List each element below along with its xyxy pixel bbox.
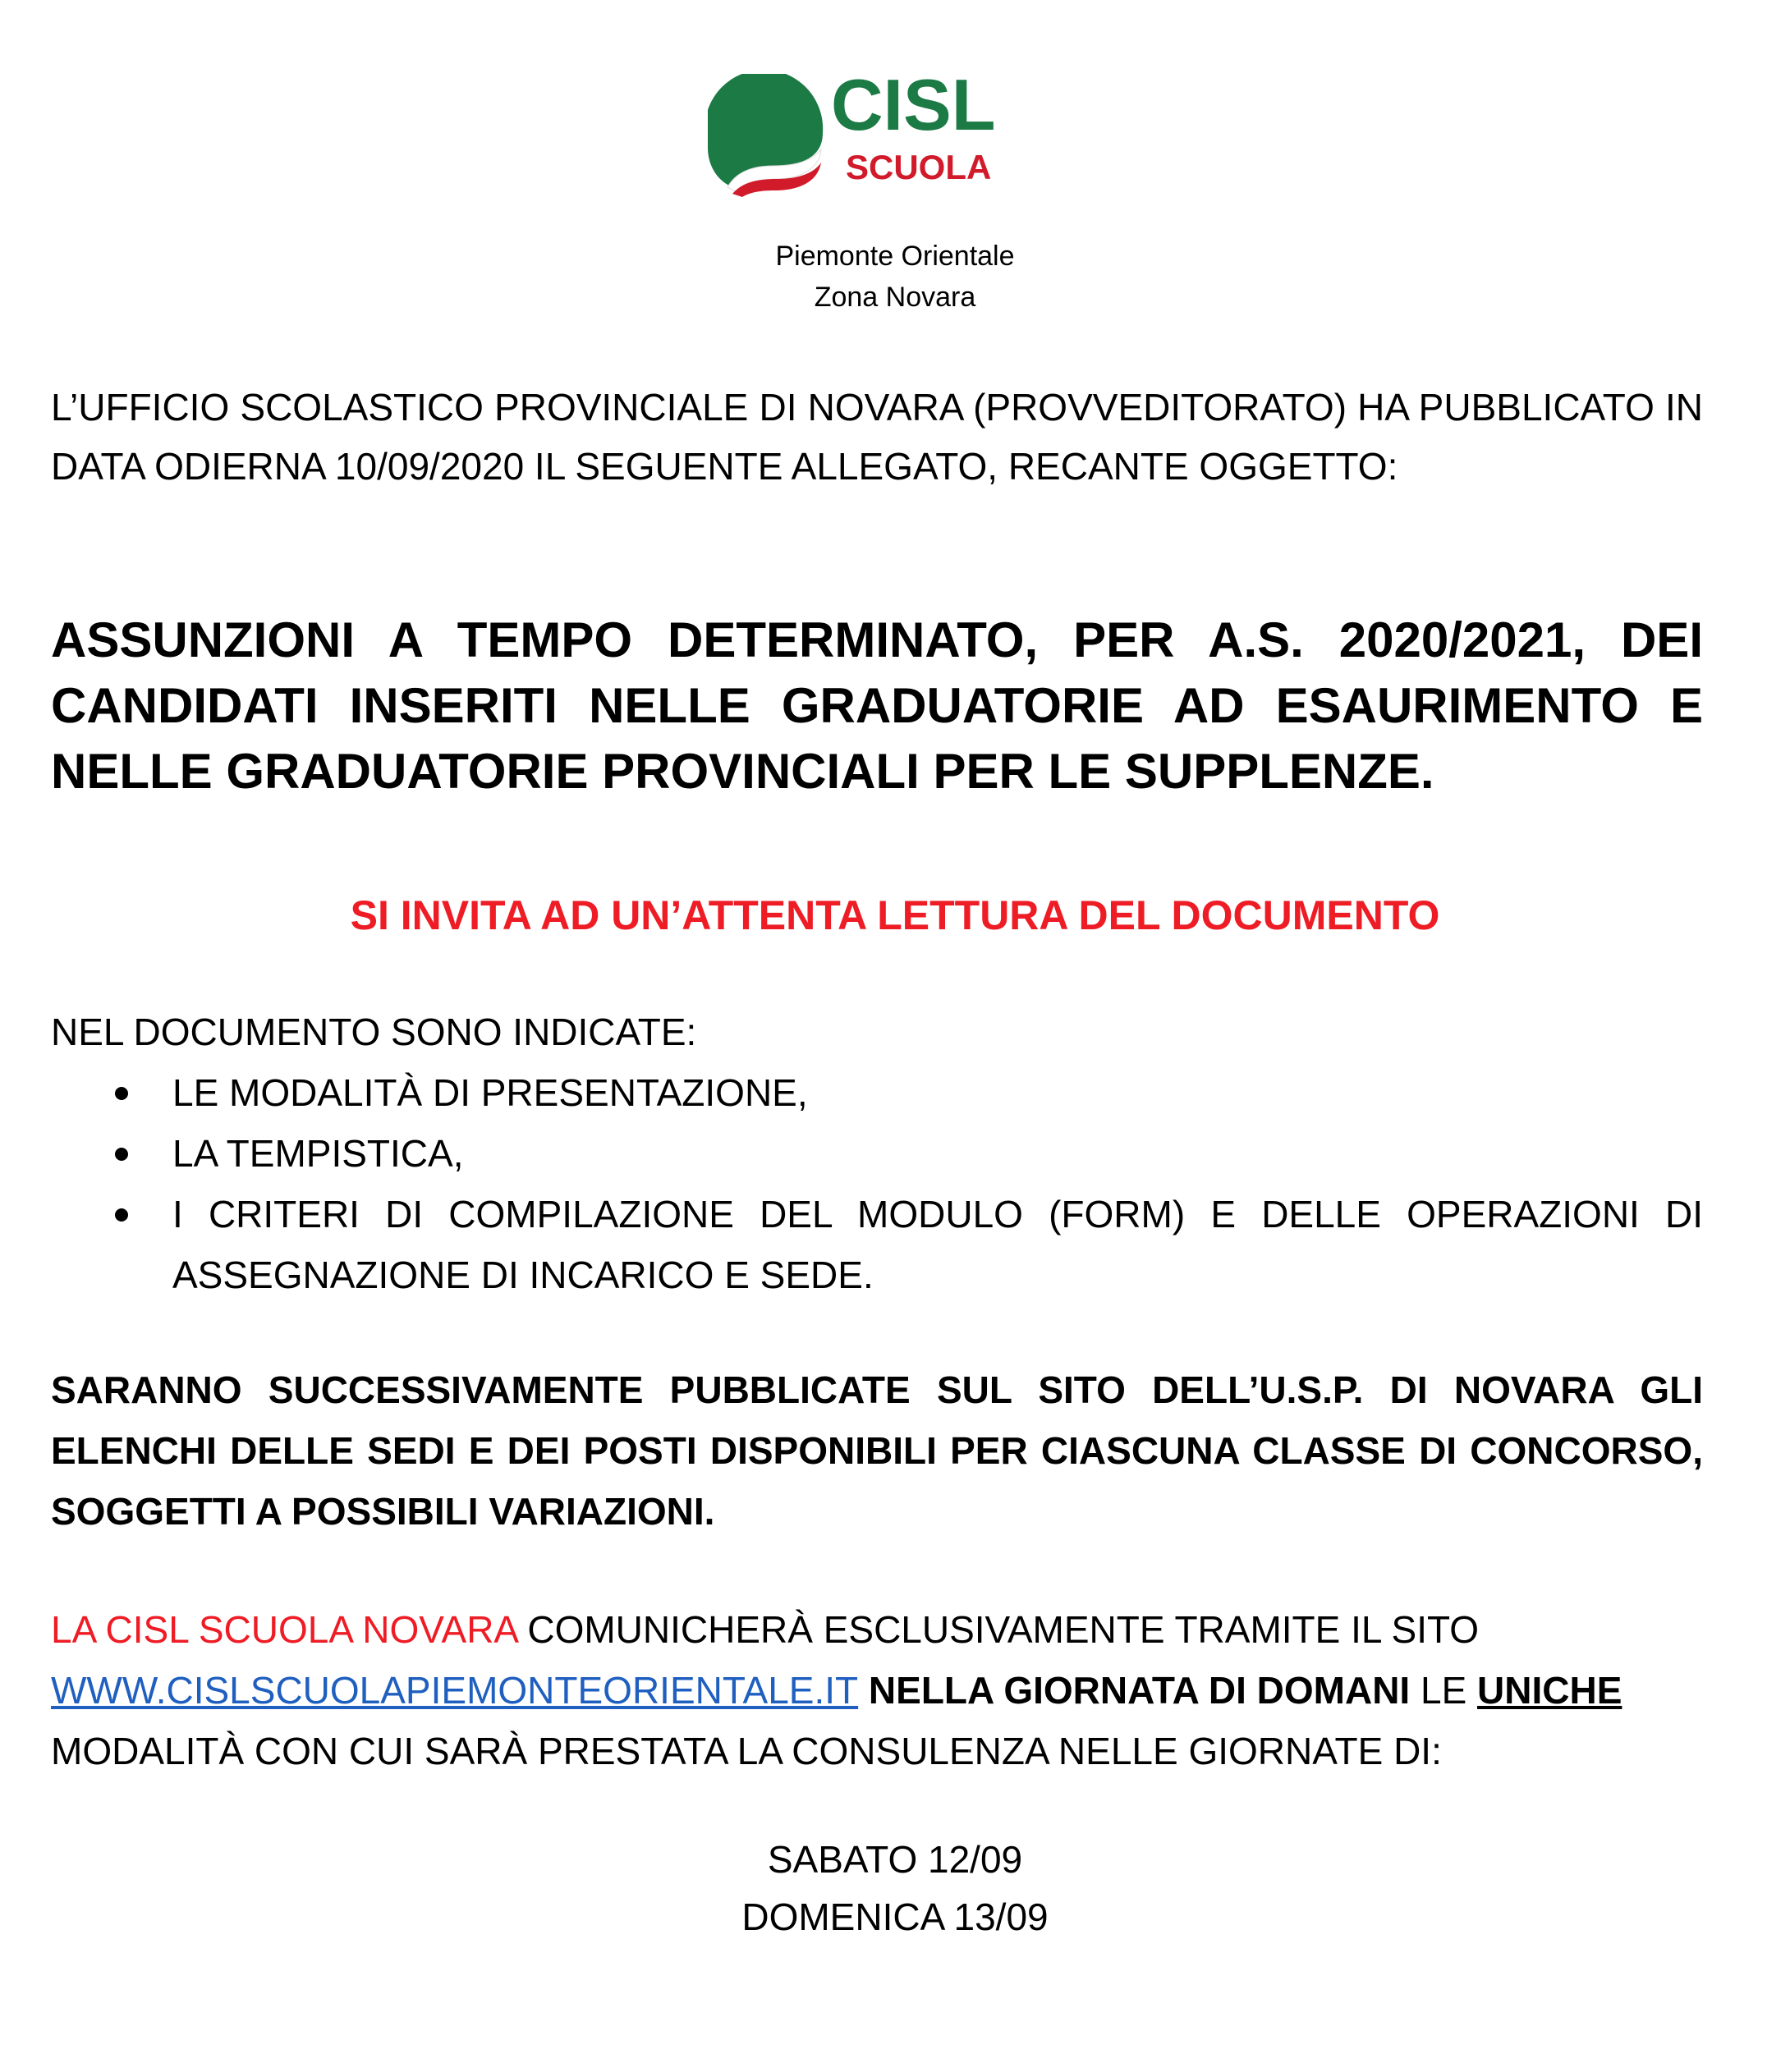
list-item <box>51 1184 1703 1305</box>
list-item-text: I CRITERI DI COMPILAZIONE DEL MODULO (FORM) E DELLE OPERAZIONI DI ASSEGNAZIONE DI INCARICO E SEDE. <box>172 1193 1703 1296</box>
comm-text-1: COMUNICHERÀ ESCLUSIVAMENTE TRAMITE IL SITO <box>516 1608 1480 1651</box>
cisl-scuola-logo <box>708 74 1053 197</box>
intro-paragraph: L’UFFICIO SCOLASTICO PROVINCIALE DI NOVARA (PROVVEDITORATO) HA PUBBLICATO IN DATA ODIERNA 10/09/2020 IL SEGUENTE ALLEGATO, RECANTE OGGETTO: <box>51 386 1703 488</box>
list-item <box>51 1123 1703 1184</box>
bullet-icon <box>115 1087 128 1100</box>
list-item-text: LA TEMPISTICA, <box>172 1132 464 1175</box>
date-saturday: SABATO 12/09 <box>767 1838 1023 1881</box>
list-heading: NEL DOCUMENTO SONO INDICATE: <box>51 1011 697 1053</box>
notice-paragraph: SARANNO SUCCESSIVAMENTE PUBBLICATE SUL SITO DELL’U.S.P. DI NOVARA GLI ELENCHI DELLE SEDI E DEI POSTI DISPONIBILI PER CIASCUNA CLASSE DI CONCORSO, SOGGETTI A POSSIBILI VARIAZIONI. <box>51 1368 1703 1533</box>
org-zone: Zona Novara <box>814 282 976 313</box>
bullet-icon <box>115 1208 128 1222</box>
list-item-text: LE MODALITÀ DI PRESENTAZIONE, <box>172 1071 808 1114</box>
website-link[interactable]: WWW.CISLSCUOLAPIEMONTEORIENTALE.IT <box>51 1669 859 1712</box>
comm-text-3: MODALITÀ CON CUI SARÀ PRESTATA LA CONSULENZA NELLE GIORNATE DI: <box>51 1730 1442 1772</box>
communication-paragraph <box>51 1599 1703 1781</box>
comm-underlined: UNICHE <box>1477 1669 1622 1712</box>
date-sunday: DOMENICA 13/09 <box>741 1896 1049 1938</box>
bullet-icon <box>115 1148 128 1161</box>
comm-text-2: LE <box>1410 1669 1478 1712</box>
subject-heading: ASSUNZIONI A TEMPO DETERMINATO, PER A.S. 2020/2021, DEI CANDIDATI INSERITI NELLE GRADUATORIE AD ESAURIMENTO E NELLE GRADUATORIE PROVINCIALI PER LE SUPPLENZE. <box>51 612 1703 799</box>
org-name: LA CISL SCUOLA NOVARA <box>51 1608 517 1651</box>
logo-title: CISL <box>831 74 996 145</box>
logo-graphic <box>708 74 1053 197</box>
indications-list <box>51 1062 1703 1305</box>
invite-heading: SI INVITA AD UN’ATTENTA LETTURA DEL DOCUMENTO <box>350 892 1440 938</box>
org-region: Piemonte Orientale <box>775 241 1015 272</box>
logo-subtitle: SCUOLA <box>846 148 992 186</box>
list-item <box>51 1062 1703 1123</box>
comm-emphasis: NELLA GIORNATA DI DOMANI <box>858 1669 1411 1712</box>
